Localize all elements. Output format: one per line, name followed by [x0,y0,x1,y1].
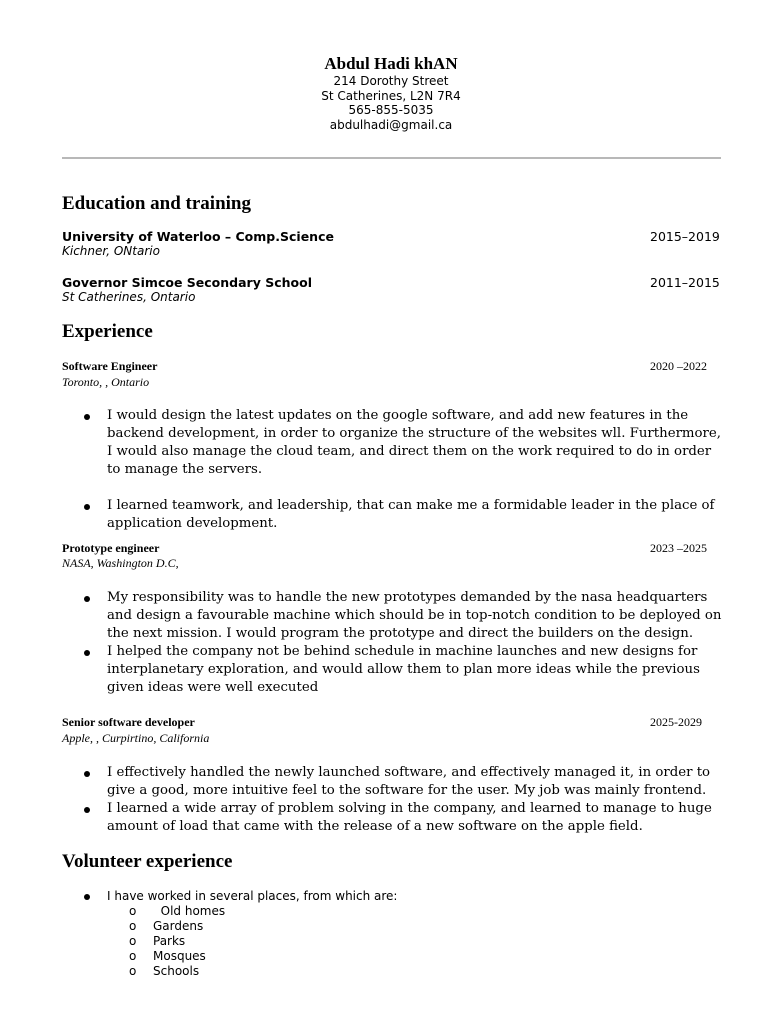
applicant-name: Abdul Hadi khAN [324,54,458,73]
job-dates: 2025-2029 [650,715,702,729]
circle-bullet-icon: o [129,904,137,918]
job-location: Apple, , Curpirtino, California [62,731,210,745]
volunteer-places-list [0,904,768,979]
job-bullet [0,497,722,533]
job-dates: 2020 –2022 [650,359,707,373]
job-bullet [0,643,722,697]
volunteer-place: Schools [153,964,200,978]
header-divider [62,157,721,159]
job-location: Toronto, , Ontario [62,375,150,389]
circle-bullet-icon: o [129,964,137,978]
phone-number: 565-855-5035 [348,103,434,117]
education-entry-location: St Catherines, Ontario [62,290,196,304]
job-bullet-text: I helped the company not be behind schedule in machine launches and new designs for interplanetary exploration, and would allow them to plan more ideas while the previous given ideas were well executed [107,644,700,695]
volunteer-place-item [0,919,768,934]
job-title: Senior software developer [62,715,195,729]
job-dates: 2023 –2025 [650,541,707,555]
bullet-dot-icon [84,504,90,510]
education-entry-dates: 2011–2015 [650,275,720,290]
education-entry-title: University of Waterloo – Comp.Science [62,229,334,244]
circle-bullet-icon: o [129,919,137,933]
volunteer-place: Old homes [153,904,226,918]
bullet-dot-icon [84,771,90,777]
bullet-dot-icon [84,414,90,420]
job-bullet-text: My responsibility was to handle the new prototypes demanded by the nasa headquarters and design a favourable machine which should be in top-notch condition to be deployed on the next mission. I would program the prototype and direct the builders on the design. [107,590,722,641]
circle-bullet-icon: o [129,934,137,948]
volunteer-place-item [0,949,768,964]
bullet-dot-icon [84,807,90,813]
bullet-dot-icon [84,650,90,656]
job-bullet-list [0,407,768,533]
job-title: Software Engineer [62,359,158,373]
job-bullet-text: I learned teamwork, and leadership, that can make me a formidable leader in the place of application development. [107,498,715,531]
job-bullet-text: I effectively handled the newly launched software, and effectively managed it, in order to give a good, more intuitive feel to the software for the user. My job was mainly frontend. [107,765,711,798]
volunteer-place: Parks [153,934,186,948]
circle-bullet-icon: o [129,949,137,963]
volunteer-place-item [0,964,768,979]
job-title: Prototype engineer [62,541,160,555]
volunteer-heading: Volunteer experience [62,851,233,872]
email-address: abdulhadi@gmail.ca [329,117,453,132]
job-bullet [0,407,722,479]
city-postal: St Catherines, L2N 7R4 [321,88,461,103]
volunteer-place-item [0,934,768,949]
job-bullet-list [0,764,768,836]
education-heading: Education and training [62,193,251,214]
bullet-dot-icon [84,596,90,602]
volunteer-place: Gardens [153,919,204,933]
education-entry-title: Governor Simcoe Secondary School [62,275,312,290]
job-bullet [0,589,722,643]
resume-header [0,54,768,132]
job-bullet-text: I learned a wide array of problem solving in the company, and learned to manage to huge amount of load that came with the release of a new software on the apple field. [107,801,712,834]
volunteer-place: Mosques [153,949,206,963]
job-bullet-list [0,589,768,697]
volunteer-place-item [0,904,768,919]
volunteer-intro: I have worked in several places, from which are: [107,889,398,903]
job-location: NASA, Washington D.C, [62,556,179,570]
bullet-dot-icon [84,894,90,900]
job-bullet-text: I would design the latest updates on the google software, and add new features in the backend development, in order to organize the structure of the websites wll. Furthermore, I would also manage the cloud team, and direct them on the work required to do in order to manage the servers. [107,408,721,477]
education-entry-location: Kichner, ONtario [62,244,160,258]
experience-heading: Experience [62,321,153,342]
job-bullet [0,800,722,836]
street-address: 214 Dorothy Street [333,74,449,88]
education-entry-dates: 2015–2019 [650,229,720,244]
job-bullet [0,764,722,800]
volunteer-bullet [0,889,768,903]
volunteer-list [0,889,768,903]
